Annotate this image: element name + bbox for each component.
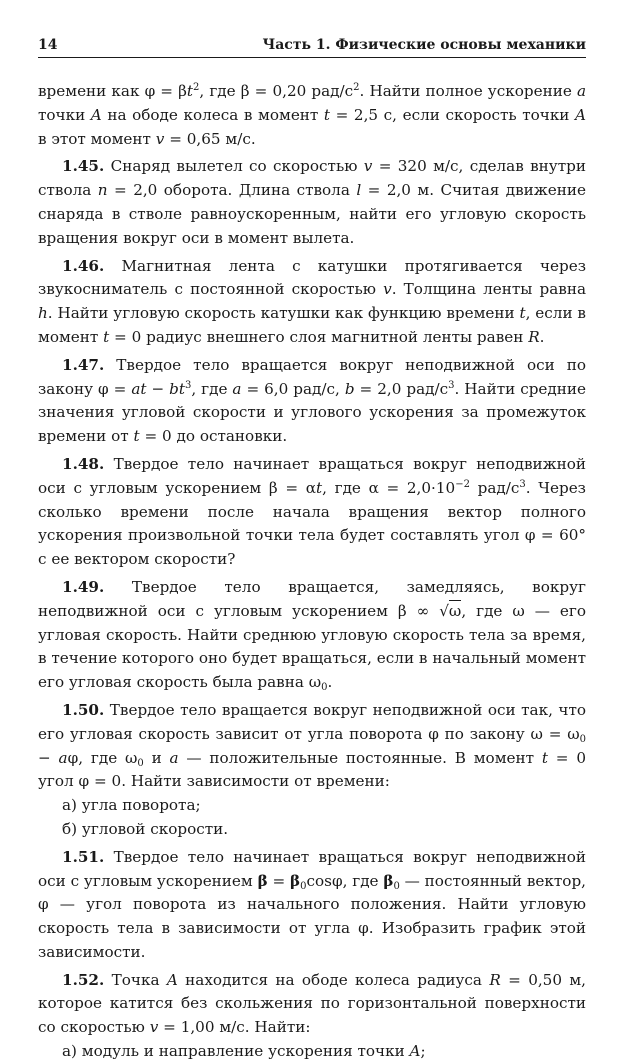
- problem-number: 1.51.: [62, 847, 105, 866]
- sub-item-a: а) угла поворота;: [62, 796, 201, 815]
- page-number: 14: [38, 37, 58, 53]
- problem-number: 1.47.: [62, 355, 105, 374]
- sub-item-a: а) модуль и направление ускорения точки A;: [62, 1042, 426, 1061]
- page-body: [38, 80, 586, 1064]
- problem-1-50: 1.50. Твердое тело вращается вокруг неподвижной оси так, что его угловая скорость зависит от угла поворота φ по закону $\omega = \omega_0 - a\varphi$, где $\omega_0$ и a — положительные постоянные. В момент t = 0 угол φ = 0. Найти зависимости от времени:: [38, 700, 586, 791]
- problem-1-49: 1.49. Твердое тело вращается, замедляясь, вокруг неподвижной оси с угловым ускорением β ∞ √ω, где ω — его угловая скорость. Найти среднюю угловую скорость тела за время, в течение которого оно будет вращаться, если в начальный момент его угловая скорость была равна $\omega_0$.: [38, 577, 586, 694]
- problem-number: 1.45.: [62, 157, 105, 176]
- problem-1-52: 1.52. Точка A находится на ободе колеса радиуса R = 0,50 м, которое катится без скольжения по горизонтальной поверхности со скоростью v = 1,00 м/с. Найти:: [38, 970, 587, 1037]
- problem-1-45: 1.45. Снаряд вылетел со скоростью v = 320 м/с, сделав внутри ствола n = 2,0 оборота. Длина ствола l = 2,0 м. Считая движение снаряда в стволе равноускоренным, найти его угловую скорость вращения вокруг оси в момент вылета.: [38, 157, 586, 247]
- problem-continuation: времени как $\varphi = \beta t^2$, где β = 0,20 рад/$с^2$. Найти полное ускорение a точки A на ободе колеса в момент t = 2,5 с, если скорость точки A в этот момент v = 0,65 м/с.: [38, 82, 586, 148]
- running-header: [38, 36, 586, 54]
- problem-number: 1.52.: [62, 970, 105, 989]
- problem-number: 1.50.: [62, 700, 105, 719]
- problem-1-46: 1.46. Магнитная лента с катушки протягивается через звукосниматель с постоянной скоростью v. Толщина ленты равна h. Найти угловую скорость катушки как функцию времени t, если в момент t = 0 радиус внешнего слоя магнитной ленты равен R.: [38, 256, 586, 346]
- problem-number: 1.49.: [62, 577, 105, 596]
- problem-number: 1.48.: [62, 454, 105, 473]
- problem-number: 1.46.: [62, 256, 105, 275]
- chapter-title: Часть 1. Физические основы механики: [262, 37, 586, 53]
- problem-1-47: 1.47. Твердое тело вращается вокруг неподвижной оси по закону φ = at − $bt^3$, где a = 6,0 рад/с, b = 2,0 рад/$с^3$. Найти средние значения угловой скорости и углового ускорения за промежуток времени от t = 0 до остановки.: [38, 355, 586, 446]
- sub-item-b: б) угловой скорости.: [62, 819, 229, 838]
- problem-1-51: 1.51. Твердое тело начинает вращаться вокруг неподвижной оси с угловым ускорением $\beta = \beta_0\cos\varphi$, где $\beta_0$ — постоянный вектор, φ — угол поворота из начального положения. Найти угловую скорость тела в зависимости от угла φ. Изобразить график этой зависимости.: [38, 847, 586, 961]
- problem-1-48: 1.48. Твердое тело начинает вращаться вокруг неподвижной оси с угловым ускорением β = αt, где $\alpha = 2,0\cdot 10^{-2}$ рад/$с^3$. Через сколько времени после начала вращения вектор полного ускорения произвольной точки тела будет составлять угол φ = 60° с ее вектором скорости?: [38, 454, 586, 569]
- header-rule: [38, 57, 586, 58]
